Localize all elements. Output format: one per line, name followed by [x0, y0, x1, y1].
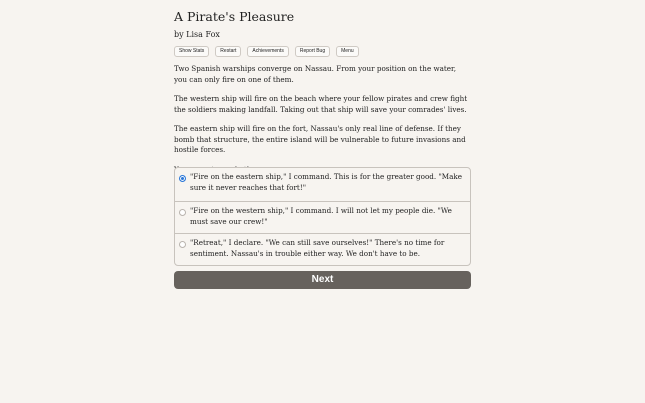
- radio-icon[interactable]: [179, 209, 186, 216]
- choice-label: "Retreat," I declare. "We can still save ourselves!" There's no time for sentiment. Nassau's in trouble either way. We don't have to be.: [190, 238, 445, 258]
- choice-retreat[interactable]: [175, 233, 470, 265]
- choice-fire-eastern[interactable]: [175, 168, 470, 201]
- story-paragraph: The eastern ship will fire on the fort, Nassau's only real line of defense. If they bomb that structure, the entire island will be vulnerable to future invasions and hostile forces.: [174, 124, 466, 154]
- choice-label: "Fire on the eastern ship," I command. This is for the greater good. "Make sure it never reaches that fort!": [190, 172, 463, 192]
- show-stats-button[interactable]: Show Stats: [174, 46, 209, 57]
- game-author: by Lisa Fox: [174, 30, 220, 39]
- next-button[interactable]: Next: [174, 271, 471, 289]
- story-paragraph: The western ship will fire on the beach where your fellow pirates and crew fight the soldiers making landfall. Taking out that ship will save your comrades' lives.: [174, 94, 468, 114]
- menu-button[interactable]: Menu: [336, 46, 359, 57]
- radio-icon[interactable]: [179, 241, 186, 248]
- choice-label: "Fire on the western ship," I command. I will not let my people die. "We must save our crew!": [190, 206, 452, 226]
- radio-selected-icon[interactable]: [179, 175, 186, 182]
- toolbar: [174, 46, 359, 57]
- story-text: [174, 64, 471, 184]
- choice-list: [174, 167, 471, 266]
- game-title: A Pirate's Pleasure: [174, 9, 295, 24]
- choice-fire-western[interactable]: [175, 201, 470, 233]
- story-paragraph: Two Spanish warships converge on Nassau. From your position on the water, you can only fire on one of them.: [174, 64, 456, 84]
- restart-button[interactable]: Restart: [215, 46, 241, 57]
- achievements-button[interactable]: Achievements: [247, 46, 288, 57]
- report-bug-button[interactable]: Report Bug: [295, 46, 330, 57]
